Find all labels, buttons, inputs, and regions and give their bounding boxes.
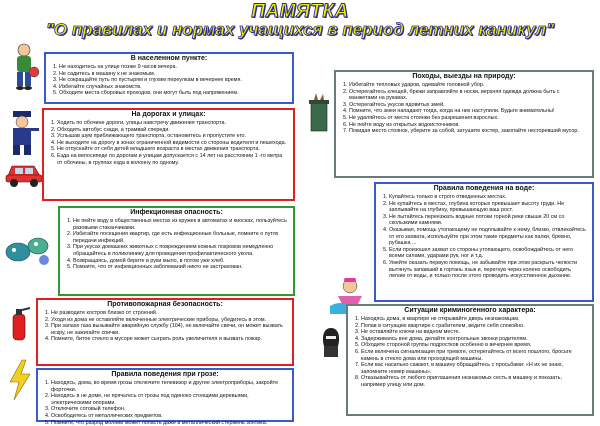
fire-rules-panel	[36, 298, 294, 366]
list-item: 2. Попав в ситуацию квартире с грабителем, ведите себя спокойно.	[361, 323, 588, 330]
fire-extinguisher-icon	[6, 306, 32, 342]
list-item: 4. Избегайте случайных знакомств.	[59, 84, 288, 91]
list-item: 3. Отключите сотовый телефон.	[51, 406, 288, 413]
car-icon	[4, 158, 44, 188]
storm-rules-panel	[36, 368, 294, 426]
list-item: 1. Купайтесь только в строго отведенных местах.	[389, 194, 588, 201]
list-item: 7. Покидая место стоянок, уберите за собой, затушите костер, закопайте несгоревший мусор.	[349, 128, 588, 135]
list-item: 3. Услышав шум приближающего транспорта, остановитесь и пропустите его.	[57, 133, 289, 140]
list-item: 1. Находясь, дома, во время грозы отключите телевизор и другие электроприборы, закройте форточки.	[51, 380, 288, 393]
page-title: ПАМЯТКА	[251, 1, 349, 22]
lightning-bolt-icon	[6, 360, 34, 400]
list-item: 6. Если включена сигнализация при тревоге, остерегайтесь от всего пошлого, бросьте камень в стекло дома или проходящей машины.	[361, 349, 588, 362]
list-item: 3. Не пытайтесь переезжать водные потоки горной реки свыше 20 см со скользкими камнями.	[389, 214, 588, 227]
list-item: 3. При запахе газа вызывайте аварийную службу (104), не включайте свечи, он может вызвать искру, не зажигайте спички.	[51, 323, 288, 336]
infection-rules-title: Инфекционная опасность:	[130, 209, 223, 216]
crime-rules-panel	[346, 304, 594, 416]
infection-rules-panel	[58, 206, 295, 296]
list-item: 2. Остерегайтесь клещей, брюки заправляйте в носки, верхняя одежда должна быть с манжетами на рукавах.	[349, 89, 588, 102]
list-item: 4. Оказывая, помощь утопающему не подплывайте к нему, близко, отвлекайтесь от его захвата, используйте при этом такие предметы как палки, бревно, рубашка ...	[389, 227, 588, 247]
page-subtitle: "О правилах и нормах учащихся в период летних каникул"	[45, 20, 555, 39]
list-item: 5. Обходите места сборовых проходов, они могут быть под напряжением.	[59, 90, 288, 97]
list-item: 6. Езда на велосипеде по дорогам и улицам допускается с 14 лет на расстоянии 1 -го метра от обочины, в группах езда в колонну по одному.	[57, 153, 289, 166]
list-item: 2. Обходить автобус сзади, а трамвай спереди.	[57, 127, 289, 134]
recycle-bin-icon	[308, 91, 330, 133]
water-rules-title: Правила поведения на воде:	[433, 185, 535, 192]
list-item: 1. Находясь дома, в квартире не открывайте дверь незнакомцам.	[361, 316, 588, 323]
list-item: 4. Помните, битое стекло в мусоре может сыграть роль увеличителя и вызвать пожар.	[51, 336, 288, 343]
person-holding-ball-icon	[6, 42, 42, 94]
hooded-thief-icon	[318, 326, 344, 358]
list-item: 5. Помните, что от инфекционных заболеваний никто не застрахован.	[73, 264, 289, 271]
list-item: 3. При укусах домашних животных с повреждением кожных покровов немедленно обращайтесь в поликлинику для проведения профилактического укола.	[73, 244, 289, 257]
nature-rules-title: Походы, выезды на природу:	[412, 73, 516, 80]
list-item: 6. Умейте оказать первую помощь, не забывайте при этом раскрыть челюсти вытянуть запавший в гортань язык и, перегнув через колено освободить легкие от воды, и только после этого проводить искусственное дыхание.	[389, 260, 588, 280]
list-item: 1. Не разводите костров близко от строений.	[51, 310, 288, 317]
list-item: 7. Если вас насильно сажают, в машину обращайтесь с просьбами: «Н их не знаю, запомните номер машины».	[361, 362, 588, 375]
germs-icon	[4, 228, 56, 268]
list-item: 8. Отказывайтесь от любого приглашения незнакомых сесть в машину и показать, например улицу или дом.	[361, 375, 588, 388]
list-item: 5. Обходите стороной группы подростков особенно в вечернее время.	[361, 342, 588, 349]
list-item: 2. Не садитесь в машину к не знакомым.	[59, 71, 288, 78]
list-item: 3. Не оставляйте ключи на видном месте.	[361, 329, 588, 336]
nature-rules-panel	[334, 70, 594, 178]
list-item: 5. Не удаляйтесь от места стоянки без разрешения взрослых.	[349, 115, 588, 122]
roads-rules-panel	[42, 108, 295, 201]
city-rules-title: В населенном пункте:	[130, 55, 208, 62]
list-item: 2. Находясь в не доме, не прячьтесь от грозы под одиноко стоящими деревьями, электрическими опорами.	[51, 393, 288, 406]
list-item: 2. Не купайтесь в местах, глубина которых превышает высоту груди. Не заплывайте на глубину, превышающую ваш рост.	[389, 201, 588, 214]
list-item: 5. Помните, что разряд молнии может попасть даже в металлический стержень зонтика.	[51, 420, 288, 426]
list-item: 2. Избегайте посещения квартир, где есть инфекционные больные, помните о путях передачи инфекций.	[73, 231, 289, 244]
list-item: 4. Помните, что змеи нападают тогда, когда на них наступили. Будьте внимательны!	[349, 108, 588, 115]
city-rules-panel	[44, 52, 294, 104]
list-item: 4. Задерживаясь вне дома, делайте контрольные звонки родителям.	[361, 336, 588, 343]
storm-rules-title: Правила поведения при грозе:	[111, 371, 219, 378]
list-item: 2. Уходя из дома не оставляйте включенные электрические приборы, убедитесь в этом.	[51, 317, 288, 324]
list-item: 1. Не пейте воду в общественных местах из кружек в автоматах и киосках, пользуйтесь разовыми стаканчиками.	[73, 218, 289, 231]
list-item: 1. Избегайте тепловых ударов, одевайте головной убор.	[349, 82, 588, 89]
water-rules-panel	[374, 182, 594, 302]
list-item: 5. Если произошел захват со стороны утопающего, освобождайтесь от него всеми силами, ударами рук, ног и т.д.	[389, 247, 588, 260]
list-item: 4. Возвращаясь, домой берите в руки мыло, в потом уже хлеб.	[73, 258, 289, 265]
roads-rules-title: На дорогах и улицах:	[131, 111, 206, 118]
list-item: 3. Остерегайтесь укусов ядовитых змей.	[349, 102, 588, 109]
list-item: 4. Не выходите на дорогу в зонах ограниченной видимости со стороны водителя и пешехода.	[57, 140, 289, 147]
list-item: 3. Не сокращайте путь по пустырям и глухим переулкам в вечернее время.	[59, 77, 288, 84]
list-item: 1. Не находитесь на улице позже 9 часов вечера.	[59, 64, 288, 71]
list-item: 4. Освободитесь от металлических предметов.	[51, 413, 288, 420]
list-item: 1. Ходить по обочине дороги, улицы навстречу движения транспорта.	[57, 120, 289, 127]
list-item: 6. Не пейте воду из открытых водоисточников.	[349, 122, 588, 129]
fire-rules-title: Противопожарная безопасность:	[107, 301, 223, 308]
police-officer-icon	[4, 110, 40, 156]
list-item: 5. Не отпускайте от себя детей младшего возраста в местах движения транспорта.	[57, 146, 289, 153]
crime-rules-title: Ситуации криминогенного характера:	[404, 307, 536, 314]
